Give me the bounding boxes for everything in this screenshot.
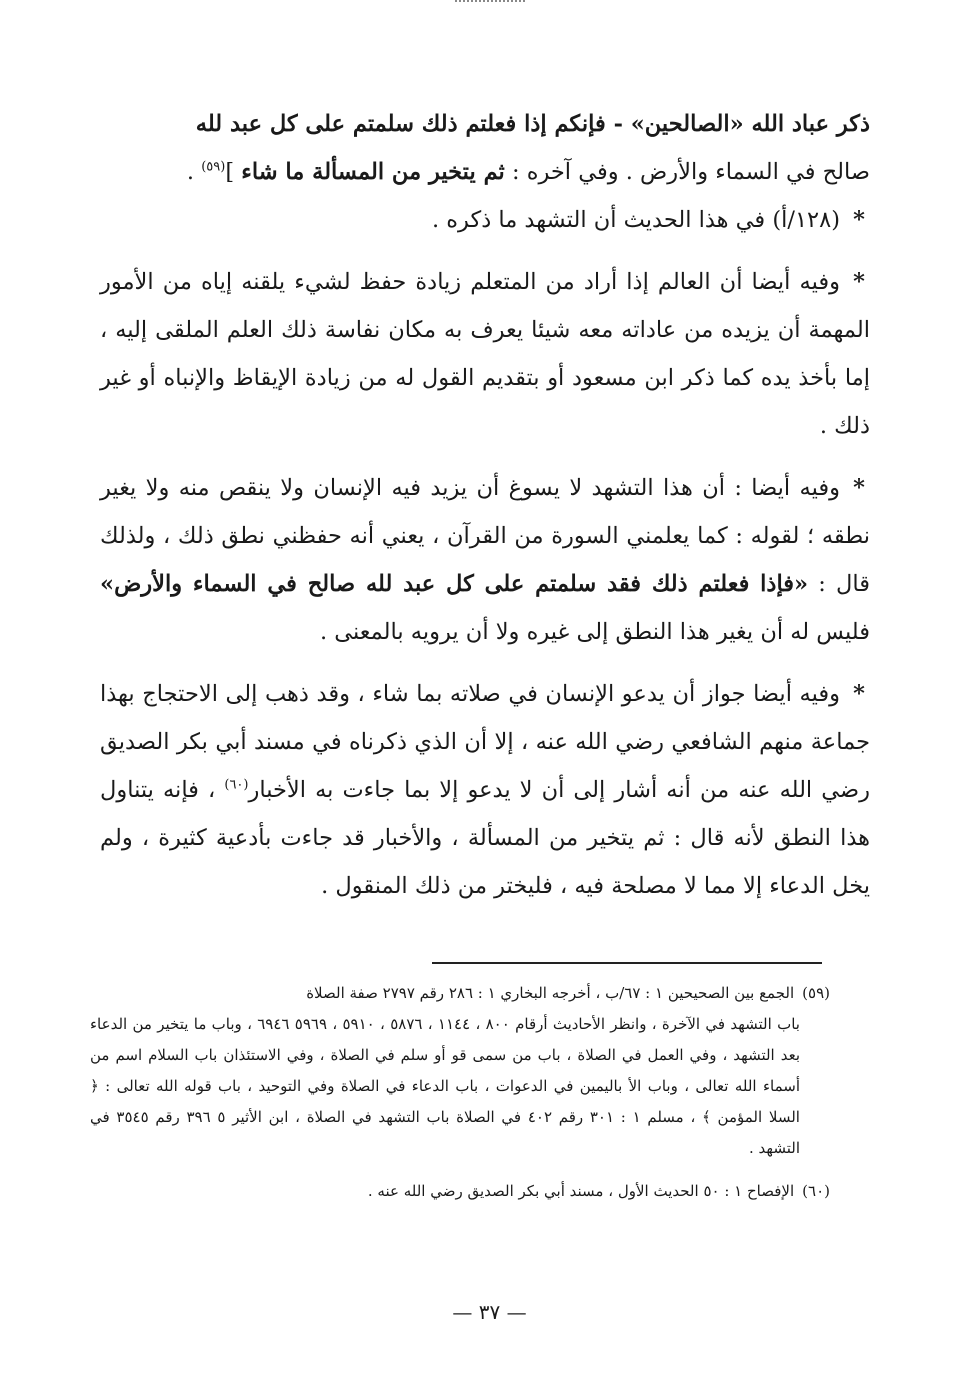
intro-end: .	[186, 159, 202, 185]
footnote-ref-59: (٥٩)	[201, 159, 226, 175]
intro-line-1: ذكر عباد الله «الصالحين» - فإنكم إذا فعلتم ذلك سلمتم على كل عبد لله	[195, 111, 870, 137]
footnote-60	[90, 1176, 830, 1207]
asterisk-bullet: *	[853, 269, 865, 295]
footnote-60-text: الإفصاح ١ : ٥٠ الحديث الأول ، مسند أبي بكر الصديق رضي الله عنه .	[367, 1182, 795, 1200]
main-text	[100, 100, 870, 910]
header-dotted-mark	[455, 0, 525, 10]
asterisk-bullet: *	[853, 475, 865, 501]
point-2-text: وفيه أيضا أن العالم إذا أراد من المتعلم زيادة حفظ لشيء يلقنه إياه من الأمور المهمة أن يزيده من عاداته معه شيئا يعرف به مكان نفاسة ذلك العلم الملقى إليه ، إما بأخذ يده كما ذكر ابن مسعود أو بتقديم القول له من زيادة الإيقاظ والإنباه أو غير ذلك .	[100, 269, 870, 439]
footnote-59-number: (٥٩)	[802, 984, 830, 1002]
intro-line-2-plain: صالح في السماء والأرض . وفي آخره :	[504, 159, 870, 185]
point-1-text: (١٢٨/أ) في هذا الحديث أن التشهد ما ذكره .	[431, 207, 840, 233]
asterisk-bullet: *	[853, 207, 865, 233]
footnote-59-continuation: باب التشهد في الآخرة ، وانظر الأحاديث أرقام ٨٠٠ ، ١١٤٤ ، ٥٨٧٦ ، ٥٩١٠ ، ٥٩٦٩ ٦٩٤٦ ، وباب ما يتخير من الدعاء بعد التشهد ، وفي العمل في الصلاة ، باب من سمى قو أو سلم في الصلاة ، وفي الاستئذان باب السلام اسم من أسماء الله تعالى ، وباب الأ باليمين في الدعوات ، باب الدعاء في الصلاة وفي التوحيد ، باب قوله الله تعالى : ﴿ السلا المؤمن ﴾ ، مسلم ١ : ٣٠١ رقم ٤٠٢ في الصلاة باب التشهد في الصلاة ، ابن الأثير ٥ ٣٩٦ رقم ٣٥٤٥ في التشهد .	[90, 1015, 800, 1157]
footnote-separator	[432, 962, 822, 964]
asterisk-bullet: *	[853, 681, 865, 707]
point-3	[100, 464, 870, 656]
intro-bracket: ]	[225, 159, 242, 185]
footnote-ref-60: (٦٠)	[224, 777, 249, 793]
point-3-text-c: فليس له أن يغير هذا النطق إلى غيره ولا أن يرويه بالمعنى .	[319, 619, 870, 645]
intro-line-2	[100, 148, 870, 196]
point-3-text-a: وفيه أيضا : أن هذا التشهد لا يسوغ أن يزيد فيه الإنسان ولا ينقص منه ولا يغير نطقه ؛ لقوله : كما يعلمني السورة من القرآن ، يعني أنه حفظني نطق ذلك ، ولذلك قال :	[100, 475, 870, 597]
page-number: — ٣٧ —	[452, 1300, 527, 1324]
footnote-59	[90, 978, 830, 1009]
point-2	[100, 258, 870, 450]
point-4	[100, 670, 870, 910]
footnotes	[90, 978, 830, 1207]
intro-quote: ثم يتخير من المسألة ما شاء	[241, 159, 505, 185]
point-3-quote: «فإذا فعلتم ذلك فقد سلمتم على كل عبد لله صالح في السماء والأرض»	[100, 571, 809, 597]
point-4-text-b: ، فإنه يتناول هذا النطق لأنه قال : ثم يتخير من المسألة ، والأخبار قد جاءت بأدعية كثيرة ، ولم يخل الدعاء إلا مما لا مصلحة فيه ، فليختر من ذلك المنقول .	[100, 777, 870, 899]
footnote-59-text: الجمع بين الصحيحين ١ : ٦٧/ب ، أخرجه البخاري ١ : ٢٨٦ رقم ٢٧٩٧ صفة الصلاة	[306, 984, 795, 1002]
point-4-text-a: وفيه أيضا جواز أن يدعو الإنسان في صلاته بما شاء ، وقد ذهب إلى الاحتجاج بهذا جماعة منهم الشافعي رضي الله عنه ، إلا أن الذي ذكرناه في مسند أبي بكر الصديق رضي الله عنه من أنه أشار إلى أن لا يدعو إلا بما جاءت به الأخبار	[100, 681, 870, 803]
footnote-60-number: (٦٠)	[802, 1182, 830, 1200]
point-1	[100, 196, 870, 244]
